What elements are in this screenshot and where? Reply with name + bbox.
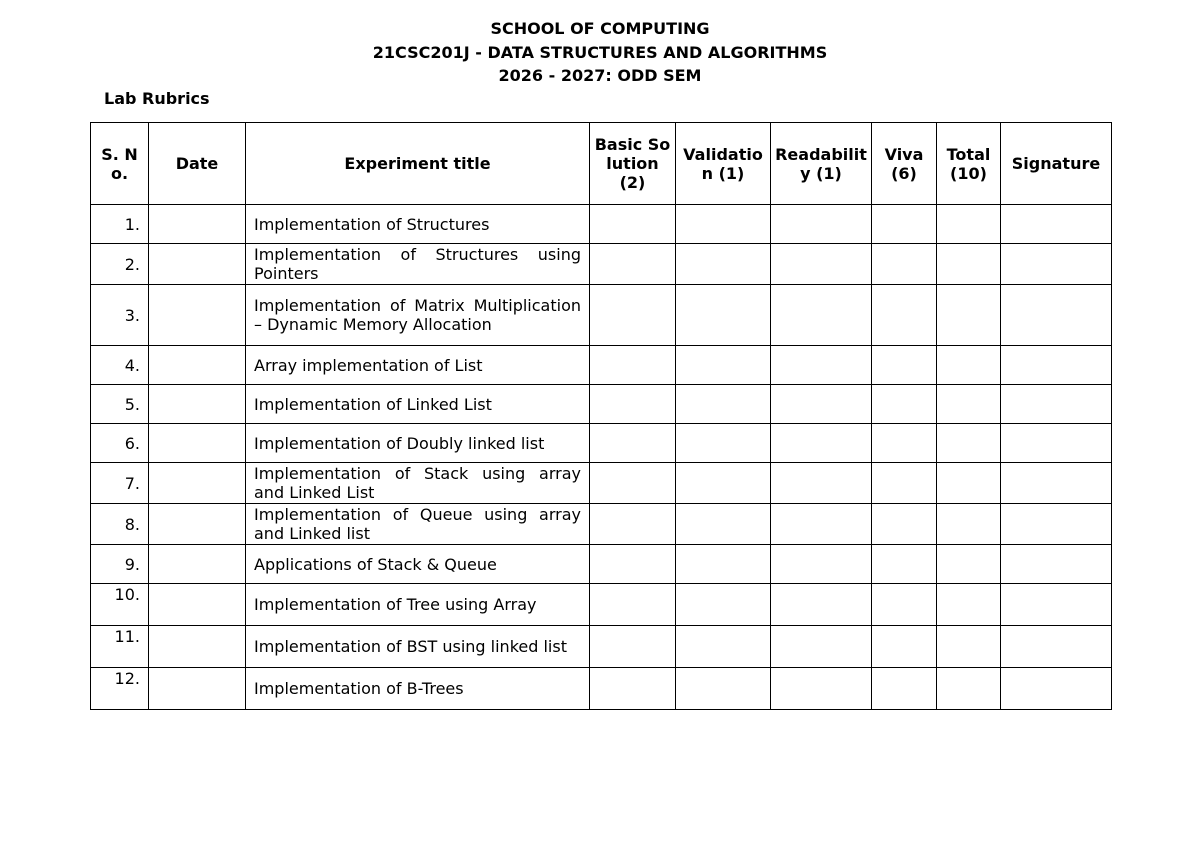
basic-solution-cell bbox=[590, 626, 676, 668]
date-cell bbox=[149, 385, 246, 424]
viva-cell bbox=[872, 584, 937, 626]
date-cell bbox=[149, 285, 246, 346]
signature-cell bbox=[1001, 504, 1112, 545]
total-cell bbox=[937, 545, 1001, 584]
validation-cell bbox=[676, 626, 771, 668]
basic-solution-cell bbox=[590, 385, 676, 424]
basic-solution-cell bbox=[590, 205, 676, 244]
experiment-title-cell: Implementation of Queue using array and Linked list bbox=[246, 504, 590, 545]
date-cell bbox=[149, 244, 246, 285]
basic-solution-cell bbox=[590, 346, 676, 385]
signature-cell bbox=[1001, 346, 1112, 385]
readability-cell bbox=[771, 285, 872, 346]
readability-cell bbox=[771, 424, 872, 463]
signature-cell bbox=[1001, 285, 1112, 346]
date-cell bbox=[149, 504, 246, 545]
table-row bbox=[91, 584, 1112, 626]
experiment-title-cell: Array implementation of List bbox=[246, 346, 590, 385]
column-header-viva: Viva (6) bbox=[872, 123, 937, 205]
viva-cell bbox=[872, 205, 937, 244]
column-header-readability: Readability (1) bbox=[771, 123, 872, 205]
experiment-title-cell: Implementation of Linked List bbox=[246, 385, 590, 424]
column-header-total: Total (10) bbox=[937, 123, 1001, 205]
table-row bbox=[91, 668, 1112, 710]
column-header-sno: S. No. bbox=[91, 123, 149, 205]
readability-cell bbox=[771, 205, 872, 244]
total-cell bbox=[937, 346, 1001, 385]
serial-number-cell: 2. bbox=[91, 244, 149, 285]
serial-number-cell: 10. bbox=[91, 584, 149, 626]
serial-number-cell: 3. bbox=[91, 285, 149, 346]
table-row bbox=[91, 424, 1112, 463]
viva-cell bbox=[872, 244, 937, 285]
date-cell bbox=[149, 205, 246, 244]
serial-number-cell: 12. bbox=[91, 668, 149, 710]
viva-cell bbox=[872, 285, 937, 346]
viva-cell bbox=[872, 504, 937, 545]
signature-cell bbox=[1001, 626, 1112, 668]
validation-cell bbox=[676, 584, 771, 626]
signature-cell bbox=[1001, 545, 1112, 584]
column-header-experiment-title: Experiment title bbox=[246, 123, 590, 205]
total-cell bbox=[937, 626, 1001, 668]
basic-solution-cell bbox=[590, 285, 676, 346]
viva-cell bbox=[872, 424, 937, 463]
basic-solution-cell bbox=[590, 545, 676, 584]
total-cell bbox=[937, 584, 1001, 626]
date-cell bbox=[149, 346, 246, 385]
table-row bbox=[91, 285, 1112, 346]
column-header-basic-solution: Basic Solution (2) bbox=[590, 123, 676, 205]
basic-solution-cell bbox=[590, 244, 676, 285]
experiment-title-cell: Applications of Stack & Queue bbox=[246, 545, 590, 584]
validation-cell bbox=[676, 668, 771, 710]
total-cell bbox=[937, 668, 1001, 710]
readability-cell bbox=[771, 385, 872, 424]
serial-number-cell: 8. bbox=[91, 504, 149, 545]
column-header-signature: Signature bbox=[1001, 123, 1112, 205]
experiment-title-cell: Implementation of Tree using Array bbox=[246, 584, 590, 626]
course-title: 21CSC201J - DATA STRUCTURES AND ALGORITHMS bbox=[372, 43, 828, 62]
date-cell bbox=[149, 584, 246, 626]
date-cell bbox=[149, 463, 246, 504]
signature-cell bbox=[1001, 424, 1112, 463]
validation-cell bbox=[676, 463, 771, 504]
viva-cell bbox=[872, 463, 937, 504]
readability-cell bbox=[771, 463, 872, 504]
date-cell bbox=[149, 626, 246, 668]
basic-solution-cell bbox=[590, 668, 676, 710]
experiment-title-cell: Implementation of BST using linked list bbox=[246, 626, 590, 668]
total-cell bbox=[937, 285, 1001, 346]
viva-cell bbox=[872, 668, 937, 710]
viva-cell bbox=[872, 346, 937, 385]
validation-cell bbox=[676, 205, 771, 244]
experiment-title-cell: Implementation of B-Trees bbox=[246, 668, 590, 710]
serial-number-cell: 7. bbox=[91, 463, 149, 504]
table-row bbox=[91, 346, 1112, 385]
table-row bbox=[91, 385, 1112, 424]
signature-cell bbox=[1001, 205, 1112, 244]
table-row bbox=[91, 205, 1112, 244]
readability-cell bbox=[771, 626, 872, 668]
validation-cell bbox=[676, 504, 771, 545]
serial-number-cell: 11. bbox=[91, 626, 149, 668]
table-row bbox=[91, 463, 1112, 504]
validation-cell bbox=[676, 385, 771, 424]
signature-cell bbox=[1001, 244, 1112, 285]
signature-cell bbox=[1001, 385, 1112, 424]
table-row bbox=[91, 545, 1112, 584]
readability-cell bbox=[771, 346, 872, 385]
readability-cell bbox=[771, 504, 872, 545]
column-header-validation: Validation (1) bbox=[676, 123, 771, 205]
semester-label: 2026 - 2027: ODD SEM bbox=[498, 66, 702, 85]
readability-cell bbox=[771, 545, 872, 584]
basic-solution-cell bbox=[590, 424, 676, 463]
date-cell bbox=[149, 668, 246, 710]
viva-cell bbox=[872, 385, 937, 424]
validation-cell bbox=[676, 424, 771, 463]
serial-number-cell: 1. bbox=[91, 205, 149, 244]
table-row bbox=[91, 626, 1112, 668]
serial-number-cell: 5. bbox=[91, 385, 149, 424]
serial-number-cell: 9. bbox=[91, 545, 149, 584]
viva-cell bbox=[872, 545, 937, 584]
experiment-title-cell: Implementation of Structures bbox=[246, 205, 590, 244]
total-cell bbox=[937, 205, 1001, 244]
section-title: Lab Rubrics bbox=[104, 89, 210, 108]
serial-number-cell: 6. bbox=[91, 424, 149, 463]
basic-solution-cell bbox=[590, 504, 676, 545]
total-cell bbox=[937, 385, 1001, 424]
validation-cell bbox=[676, 244, 771, 285]
experiment-title-cell: Implementation of Matrix Multiplication – Dynamic Memory Allocation bbox=[246, 285, 590, 346]
total-cell bbox=[937, 424, 1001, 463]
readability-cell bbox=[771, 244, 872, 285]
signature-cell bbox=[1001, 463, 1112, 504]
serial-number-cell: 4. bbox=[91, 346, 149, 385]
total-cell bbox=[937, 244, 1001, 285]
column-header-date: Date bbox=[149, 123, 246, 205]
validation-cell bbox=[676, 346, 771, 385]
table-row bbox=[91, 504, 1112, 545]
experiment-title-cell: Implementation of Doubly linked list bbox=[246, 424, 590, 463]
validation-cell bbox=[676, 285, 771, 346]
date-cell bbox=[149, 545, 246, 584]
table-header-row bbox=[91, 123, 1112, 205]
total-cell bbox=[937, 504, 1001, 545]
date-cell bbox=[149, 424, 246, 463]
lab-rubrics-table bbox=[90, 122, 1112, 710]
validation-cell bbox=[676, 545, 771, 584]
readability-cell bbox=[771, 668, 872, 710]
experiment-title-cell: Implementation of Stack using array and Linked List bbox=[246, 463, 590, 504]
total-cell bbox=[937, 463, 1001, 504]
viva-cell bbox=[872, 626, 937, 668]
table-row bbox=[91, 244, 1112, 285]
basic-solution-cell bbox=[590, 463, 676, 504]
readability-cell bbox=[771, 584, 872, 626]
signature-cell bbox=[1001, 584, 1112, 626]
experiment-title-cell: Implementation of Structures using Pointers bbox=[246, 244, 590, 285]
signature-cell bbox=[1001, 668, 1112, 710]
basic-solution-cell bbox=[590, 584, 676, 626]
school-name: SCHOOL OF COMPUTING bbox=[490, 19, 710, 38]
